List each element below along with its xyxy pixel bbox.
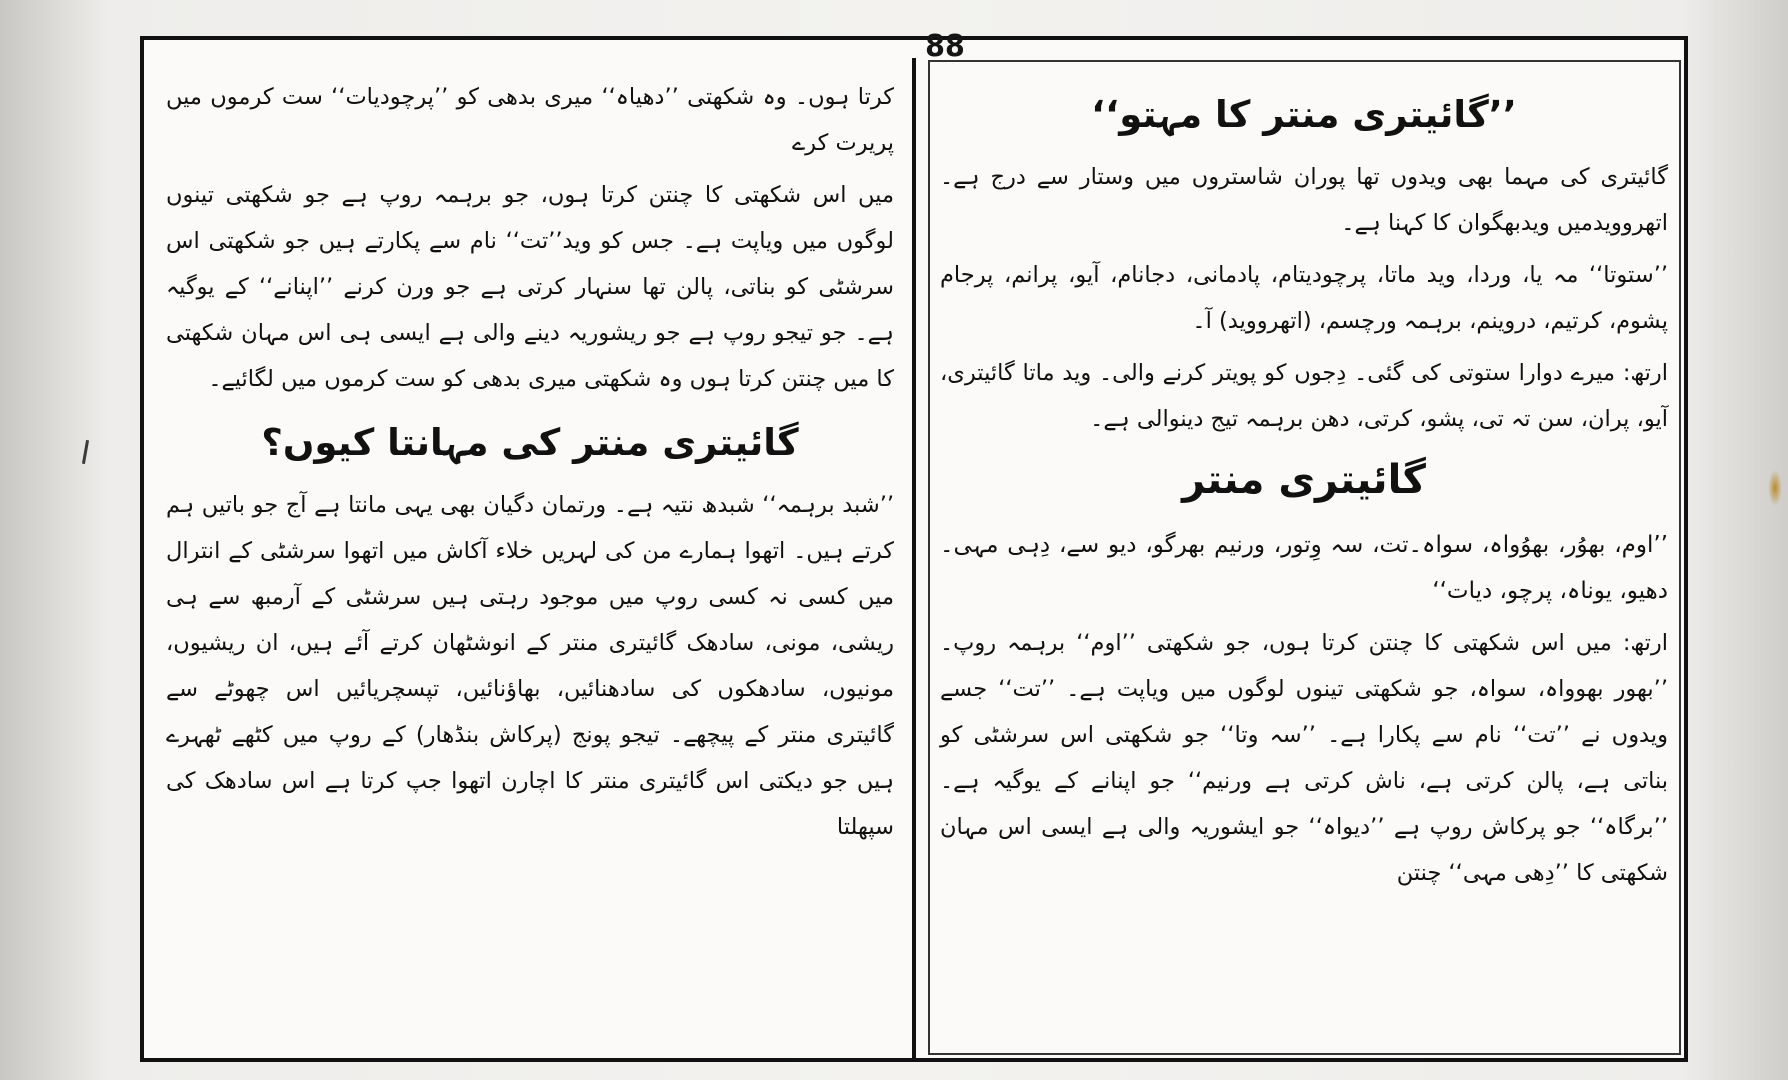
left-column-heading: گائیتری منتر کی مہانتا کیوں؟ — [261, 421, 799, 464]
mantra-meaning: ارتھ: میں اس شکھتی کا چنتن کرتا ہوں، جو شکھتی ’’اوم‘‘ برہمہ روپ۔ ’’بھور بھوواہ، سواہ، جو شکھتی تینوں لوگوں میں ویاپت ہے۔ ’’تت‘‘ جسے ویدوں نے ’’تت‘‘ نام سے پکارا ہے۔ ’’سہ وتا‘‘ جو شکھتی اس سرشٹی کو بناتی ہے، پالن کرتی ہے، ناش کرتی ہے ورنیم‘‘ جو اپنانے کے یوگیہ ہے۔ ’’برگاہ‘‘ جو پرکاش روپ ہے ’’دیواہ‘‘ جو ایشوریہ والی ہے ایسی اس مہان شکھتی کا ’’دِھی مہی‘‘ چنتن — [940, 630, 1668, 886]
right-paragraph: گائیتری کی مہما بھی ویدوں تھا پوران شاستروں میں وستار سے درج ہے۔اتھروویدمیں ویدبھگوان کا کہنا ہے۔ — [940, 164, 1668, 236]
right-paragraph: ’’ستوتا‘‘ مہ یا، وردا، وید ماتا، پرچودیتام، پادمانی، دجانام، آیو، پرانم، پرجام پشوم، کرتیم، دروینم، برہمہ ورچسم، (اتھرووید) آ۔ — [940, 262, 1668, 334]
left-paragraph: کرتا ہوں۔ وہ شکھتی ’’دھیاہ‘‘ میری بدھی کو ’’پرچودیات‘‘ ست کرموں میں پریرت کرے — [166, 84, 894, 156]
margin-pen-mark — [82, 440, 89, 464]
right-column-heading: ’’گائیتری منتر کا مہتو‘‘ — [1091, 93, 1517, 136]
column-divider — [912, 58, 916, 1058]
left-paragraph: ’’شبد برہمہ‘‘ شبدھ نتیہ ہے۔ ورتمان دگیان بھی یہی مانتا ہے آج جو باتیں ہم کرتے ہیں۔ اتھوا ہمارے من کی لہریں خلاء آکاش میں اتھوا سرشٹی کے انترال میں کسی نہ کسی روپ میں موجود رہتی ہیں سرشٹی کے آرمبھ سے ہی ریشی، مونی، سادھک گائیتری منتر کے انوشٹھان کرتے آئے ہیں، ان ریشیوں، مونیوں، سادھکوں کی سادھنائیں، بھاؤنائیں، تپسچریائیں اس چھوٹے سے گائیتری منتر کے پیچھے۔ تیجو پونج (پرکاش بنڈھار) کے روپ میں کٹھے ٹھہرے ہیں جو دیکتی اس گائیتری منتر کا اچارن اتھوا جپ کرتا ہے اس سادھک کی سپھلتا — [166, 492, 894, 840]
right-column-subheading: گائیتری منتر — [1182, 457, 1426, 503]
right-column — [940, 74, 1668, 902]
mantra-text: ’’اوم، بھوُر، بھوُواہ، سواہ۔تت، سہ وِتور، ورنیم بھرگو، دیو سے، دِہی مہی۔دھیو، یوناہ، پرچو، دیات‘‘ — [940, 532, 1668, 604]
page-edge-stain — [1768, 470, 1782, 506]
left-column — [166, 74, 894, 856]
left-paragraph: میں اس شکھتی کا چنتن کرتا ہوں، جو برہمہ روپ ہے جو شکھتی تینوں لوگوں میں ویاپت ہے۔ جس کو وید’’تت‘‘ نام سے پکارتے ہیں جو شکھتی اس سرشٹی کو بناتی، پالن تھا سنہار کرتی ہے جو ورن کرنے ’’اپنانے‘‘ کے یوگیہ ہے۔ جو تیجو روپ ہے جو ریشوریہ دینے والی ہے ایسی ہی اس مہان شکھتی کا میں چنتن کرتا ہوں وہ شکھتی میری بدھی کو ست کرموں میں لگائیے۔ — [166, 182, 894, 392]
right-paragraph: ارتھ: میرے دوارا ستوتی کی گئی۔ دِجوں کو پویتر کرنے والی۔ وید ماتا گائیتری، آیو، پران، سن تہ تی، پشو، کرتی، دھن برہمہ تیج دینوالی ہے۔ — [940, 360, 1668, 432]
page-number: 88 — [925, 29, 965, 64]
